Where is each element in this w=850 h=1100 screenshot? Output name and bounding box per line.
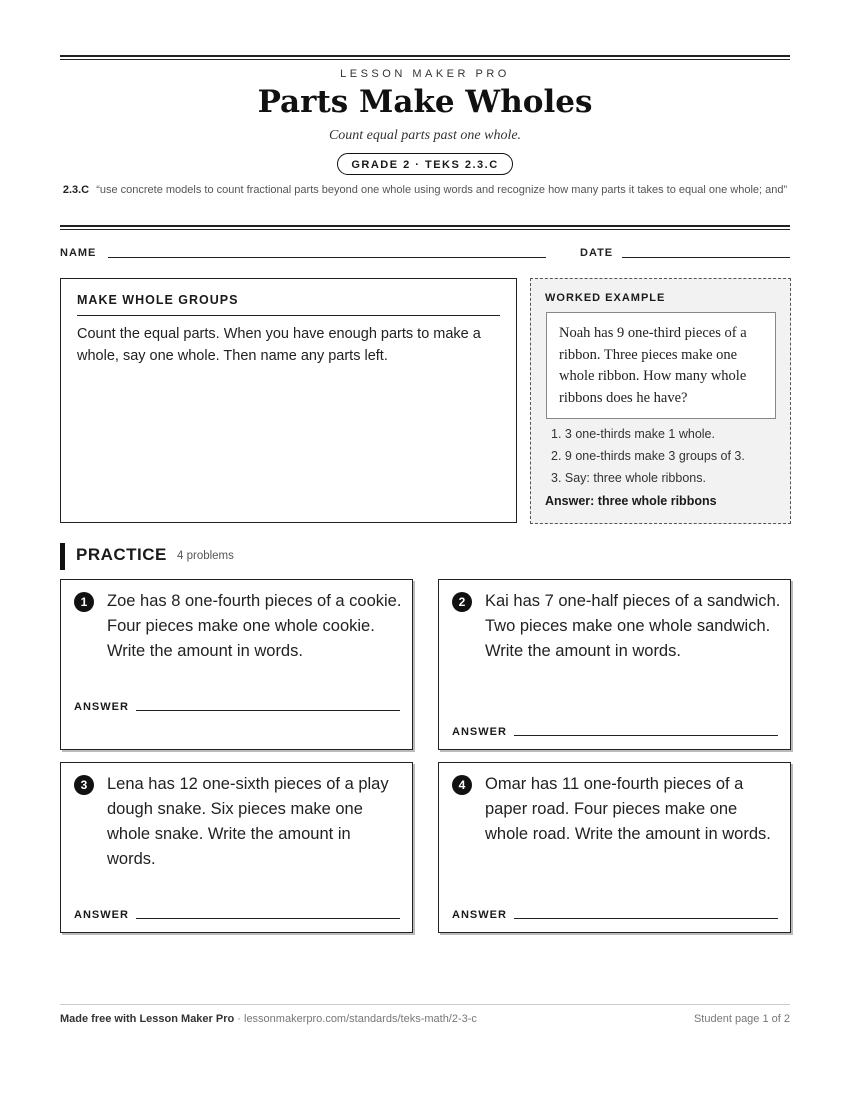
date-label: DATE [580,247,614,259]
standard-text: “use concrete models to count fractional parts beyond one whole using words and recognize how many parts it takes to equal one whole; and” [96,184,788,196]
answer-field[interactable] [136,710,400,711]
name-label: NAME [60,247,97,259]
problem-number-badge: 3 [74,775,94,795]
answer-label: ANSWER [74,909,129,921]
problem-card-4 [438,762,791,933]
date-field[interactable] [622,257,790,258]
name-field[interactable] [108,257,546,258]
answer-field[interactable] [514,918,778,919]
worked-example-title: WORKED EXAMPLE [545,292,666,304]
page-subtitle: Count equal parts past one whole. [328,128,522,143]
instructions-text: Count the equal parts. When you have enough parts to make a whole, say one whole. Then name any parts left. [77,326,481,364]
answer-label: ANSWER [452,726,507,738]
problem-card-2 [438,579,791,750]
worked-example-problem: Noah has 9 one-third pieces of a ribbon. Three pieces make one whole ribbon. How many whole ribbons does he have? [546,312,776,419]
footer-separator: · [234,1013,244,1025]
problem-text: Omar has 11 one-fourth pieces of a paper road. Four pieces make one whole road. Write the amount in words. [485,775,771,843]
footer-page-number: Student page 1 of 2 [693,1013,790,1025]
footer-credit [60,1013,477,1025]
top-rule [60,55,790,57]
worked-example-answer: Answer: three whole ribbons [545,494,717,508]
problem-number-badge: 2 [452,592,472,612]
footer-divider [60,1004,790,1005]
practice-accent-bar [60,543,65,570]
problem-text: Zoe has 8 one-fourth pieces of a cookie. Four pieces make one whole cookie. Write the amount in words. [107,592,402,660]
footer-url[interactable]: lessonmakerpro.com/standards/teks-math/2-3-c [244,1013,477,1025]
answer-field[interactable] [136,918,400,919]
worked-example-box [530,278,791,524]
step-item: 1. 3 one-thirds make 1 whole. [551,427,715,441]
problem-number-badge: 4 [452,775,472,795]
instructions-divider [77,315,500,316]
step-item: 2. 9 one-thirds make 3 groups of 3. [551,449,745,463]
problem-text: Lena has 12 one-sixth pieces of a play dough snake. Six pieces make one whole snake. Write the amount in words. [107,775,389,868]
answer-label: ANSWER [452,909,507,921]
footer-made-with: Made free with Lesson Maker Pro [60,1013,235,1025]
step-item: 3. Say: three whole ribbons. [551,471,706,485]
standard-description [62,182,788,198]
problem-card-3 [60,762,413,933]
grade-badge: GRADE 2 · TEKS 2.3.C [337,153,513,175]
answer-field[interactable] [514,735,778,736]
worked-example-steps [551,423,745,489]
instructions-title: MAKE WHOLE GROUPS [77,293,239,307]
practice-count: 4 problems [177,550,234,562]
top-rule-thin [60,59,790,60]
problem-text: Kai has 7 one-half pieces of a sandwich. Two pieces make one whole sandwich. Write the amount in words. [485,592,781,660]
header-rule [60,225,790,227]
instructions-box [60,278,517,523]
practice-title: PRACTICE [76,545,167,564]
header-rule-thin [60,229,790,230]
page-title: Parts Make Wholes [257,84,593,120]
brand-label: LESSON MAKER PRO [340,68,510,80]
problem-number-badge: 1 [74,592,94,612]
problem-card-1 [60,579,413,750]
answer-label: ANSWER [74,701,129,713]
standard-code: 2.3.C [62,184,90,196]
